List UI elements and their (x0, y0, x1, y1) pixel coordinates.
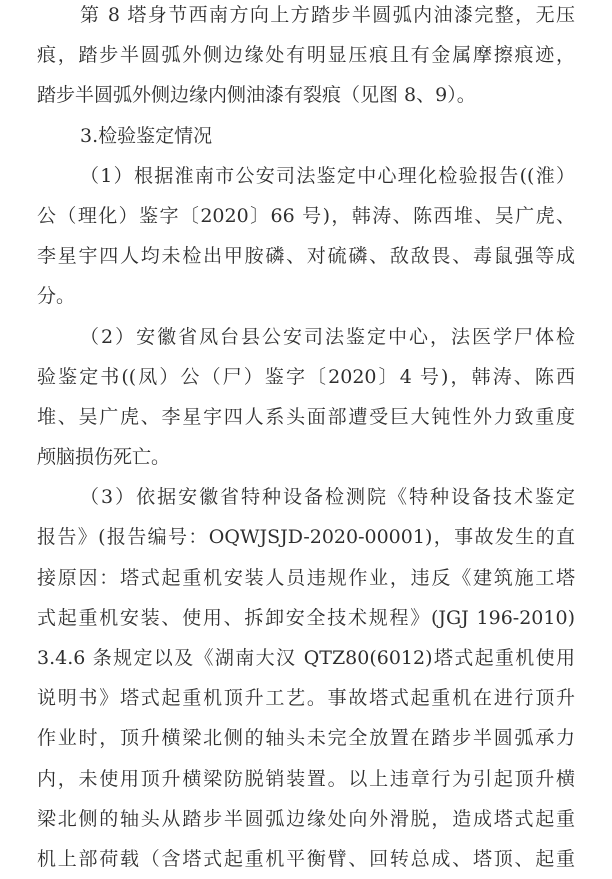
text-line: 接原因：塔式起重机安装人员违规作业，违反《建筑施工塔 (37, 566, 575, 589)
text-line: 堆、吴广虎、李星宇四人系头面部遭受巨大钝性外力致重度 (37, 405, 575, 428)
text-line: 梁北侧的轴头从踏步半圆弧边缘处向外滑脱，造成塔式起重 (37, 807, 575, 830)
paragraph-item-3 (37, 477, 575, 879)
heading-text: 3.检验鉴定情况 (80, 124, 213, 147)
text-line: 机上部荷载（含塔式起重机平衡臂、回转总成、塔顶、起重 (37, 847, 575, 870)
paragraph-item-2 (37, 317, 575, 478)
text-line: 内，未使用顶升横梁防脱销装置。以上违章行为引起顶升横 (37, 767, 575, 790)
text-line: 李星宇四人均未检出甲胺磷、对硫磷、敌敌畏、毒鼠强等成 (37, 245, 575, 268)
text-line: 痕，踏步半圆弧外侧边缘处有明显压痕且有金属摩擦痕迹， (37, 44, 575, 67)
paragraph-item-1 (37, 156, 575, 317)
text-line: 说明书》塔式起重机顶升工艺。事故塔式起重机在进行顶升 (37, 687, 575, 710)
paragraph-tower-inspection (37, 0, 575, 116)
text-line: （1）根据淮南市公安司法鉴定中心理化检验报告((淮） (80, 164, 575, 187)
text-line: 公（理化）鉴字〔2020〕66 号)，韩涛、陈西堆、吴广虎、 (37, 204, 575, 227)
text-line: 3.4.6 条规定以及《湖南大汉 QTZ80(6012)塔式起重机使用 (37, 647, 575, 669)
text-line: 第 8 塔身节西南方向上方踏步半圆弧内油漆完整，无压 (80, 4, 575, 26)
text-line: 式起重机安装、使用、拆卸安全技术规程》(JGJ 196-2010) (37, 606, 575, 629)
text-line: 颅脑损伤死亡。 (37, 446, 171, 469)
text-line: （2）安徽省凤台县公安司法鉴定中心，法医学尸体检 (80, 325, 575, 348)
text-line: 分。 (37, 285, 76, 308)
text-line: 验鉴定书((凤）公（尸）鉴字〔2020〕4 号)，韩涛、陈西 (37, 365, 575, 388)
text-line: 踏步半圆弧外侧边缘内侧油漆有裂痕（见图 8、9）。 (37, 84, 476, 107)
text-line: （3）依据安徽省特种设备检测院《特种设备技术鉴定 (80, 486, 575, 509)
document-page (37, 0, 575, 879)
text-line: 报告》(报告编号：OQWJSJD-2020-00001)，事故发生的直 (37, 526, 575, 549)
section-heading (37, 116, 575, 156)
text-line: 作业时，顶升横梁北侧的轴头未完全放置在踏步半圆弧承力 (37, 727, 575, 750)
